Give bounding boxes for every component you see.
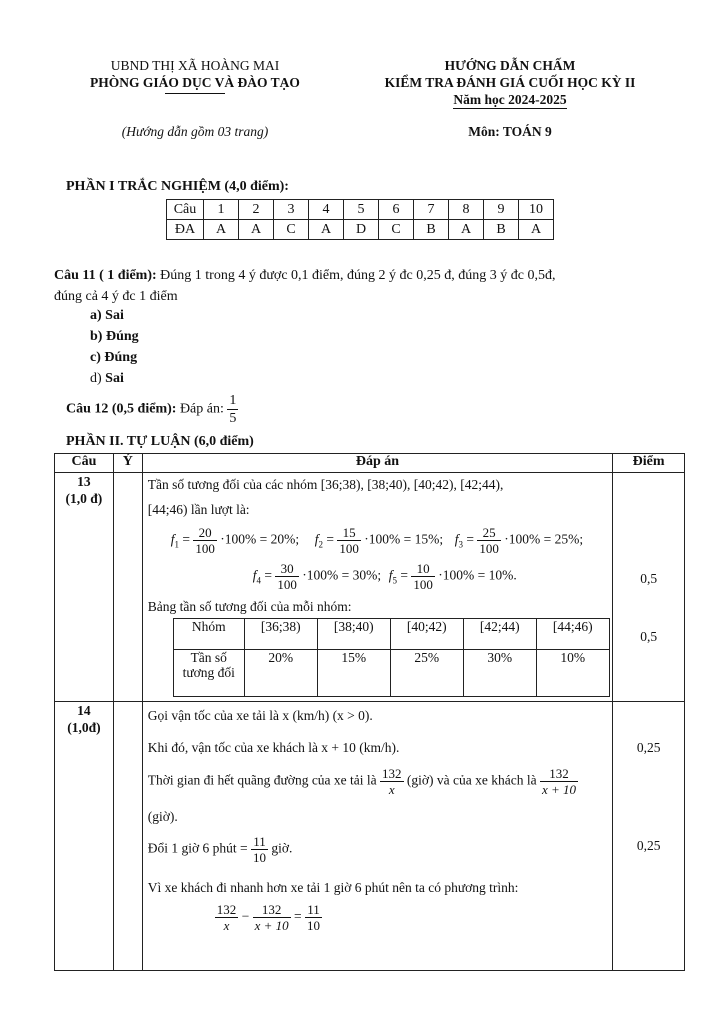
q14-line3b: (giờ) và của xe khách là bbox=[406, 772, 537, 788]
q13-answer bbox=[142, 473, 612, 702]
frac-num: 132 bbox=[382, 766, 402, 781]
frac-num: 30 bbox=[275, 561, 299, 577]
f-name: f bbox=[388, 567, 393, 583]
f-sub: 1 bbox=[174, 539, 180, 550]
a-cell: D bbox=[344, 220, 379, 240]
frac-num: 11 bbox=[251, 834, 268, 850]
answer-table bbox=[166, 199, 554, 240]
q14-line1: Gọi vận tốc của xe tải là x (km/h) (x > 0). bbox=[147, 708, 373, 723]
freq-head-cell: Nhóm bbox=[173, 619, 244, 650]
part1-title: PHẦN I TRẮC NGHIỆM (4,0 điểm): bbox=[66, 179, 289, 194]
freq-head-cell: [42;44) bbox=[463, 619, 536, 650]
frac-den: x bbox=[223, 918, 230, 933]
f-name: f bbox=[314, 531, 319, 547]
eq-equal: = bbox=[294, 908, 302, 924]
q12-text: Đáp án: bbox=[179, 401, 224, 417]
frac-den: 10 bbox=[253, 850, 267, 865]
f-sub: 2 bbox=[318, 539, 324, 550]
q13-pts: (1,0 đ) bbox=[65, 491, 103, 506]
answer-table-row-questions bbox=[167, 200, 554, 220]
f-res: ·100% = 25%; bbox=[504, 531, 584, 547]
eq-minus: − bbox=[241, 908, 250, 924]
frac-den: 10 bbox=[307, 918, 321, 933]
col-diem: Điểm bbox=[613, 454, 685, 473]
q-cell: 4 bbox=[309, 200, 344, 220]
q14-frac1 bbox=[380, 766, 404, 797]
q11-text: Đúng 1 trong 4 ý được 0,1 điểm, đúng 2 ý đc 0,25 đ, đúng 3 ý đc 0,5đ, bbox=[160, 268, 556, 283]
list-item bbox=[90, 347, 139, 368]
q14-line5b: giờ. bbox=[271, 840, 293, 856]
frac-den: 100 bbox=[195, 541, 215, 556]
doc-subtitle: KIỂM TRA ĐÁNH GIÁ CUỐI HỌC KỲ II bbox=[384, 75, 636, 90]
q14-frac2 bbox=[540, 766, 578, 797]
freq-value-cell: 30% bbox=[463, 650, 536, 697]
q12-label: Câu 12 (0,5 điểm): bbox=[66, 401, 177, 417]
freq-value-cell: 15% bbox=[317, 650, 390, 697]
q14-line5 bbox=[148, 834, 293, 865]
table-row-q14 bbox=[55, 702, 685, 971]
header-left bbox=[60, 57, 330, 94]
q13-table-caption: Bảng tần số tương đối của mỗi nhóm: bbox=[147, 599, 352, 614]
list-item bbox=[90, 326, 139, 347]
a-cell: B bbox=[484, 220, 519, 240]
q-cell: 8 bbox=[449, 200, 484, 220]
freq-head-row bbox=[173, 619, 609, 650]
eq-frac-a bbox=[215, 902, 239, 933]
formula-f5: $f_5$ = $\frac{10}{100}$ ·100% = 10%. bbox=[388, 561, 517, 592]
q14-line2: Khi đó, vận tốc của xe khách là x + 10 (km/h). bbox=[147, 740, 400, 755]
col-y: Ý bbox=[113, 454, 142, 473]
frac-num: 1 bbox=[229, 393, 237, 408]
q-cell: 5 bbox=[344, 200, 379, 220]
frac-num: 20 bbox=[193, 525, 217, 541]
q14-y bbox=[113, 702, 142, 971]
a-cell: A bbox=[239, 220, 274, 240]
frac-den: x + 10 bbox=[542, 782, 577, 797]
eq-frac-c bbox=[305, 902, 322, 933]
subject: Môn: TOÁN 9 bbox=[468, 124, 552, 139]
freq-head-cell: [36;38) bbox=[244, 619, 317, 650]
frequency-table bbox=[173, 618, 610, 697]
q14-answer bbox=[142, 702, 612, 971]
f-sub: 3 bbox=[458, 539, 464, 550]
item-value: Đúng bbox=[105, 329, 139, 344]
item-key: d) bbox=[90, 371, 102, 386]
q-cell: 7 bbox=[414, 200, 449, 220]
frac-num: 11 bbox=[305, 902, 322, 918]
q-cell: 1 bbox=[204, 200, 239, 220]
f-name: f bbox=[454, 531, 459, 547]
list-item bbox=[90, 368, 139, 389]
frac-num: 132 bbox=[216, 902, 237, 917]
q14-pts: (1,0đ) bbox=[67, 720, 101, 735]
q14-line4: (giờ). bbox=[147, 809, 178, 824]
frac-num: 132 bbox=[540, 766, 578, 782]
header-left-rule bbox=[165, 93, 225, 94]
q11-list bbox=[90, 305, 139, 389]
freq-head-cell: [44;46) bbox=[536, 619, 609, 650]
q14-number bbox=[55, 702, 114, 971]
essay-table bbox=[54, 453, 685, 971]
f-name: f bbox=[252, 567, 257, 583]
f-frac bbox=[411, 561, 435, 592]
a-cell: B bbox=[414, 220, 449, 240]
q14-equation bbox=[215, 902, 322, 933]
q14-line3 bbox=[148, 766, 578, 797]
school-year bbox=[355, 91, 665, 109]
formula-f1: $f_1$ = $\frac{20}{100}$ ·100% = 20%; bbox=[170, 525, 300, 556]
f-res: ·100% = 10%. bbox=[438, 567, 517, 583]
doc-title: HƯỚNG DẪN CHẤM bbox=[444, 58, 576, 73]
frac-den: 100 bbox=[479, 541, 499, 556]
q12-block bbox=[66, 392, 238, 427]
score: 0,25 bbox=[636, 740, 661, 755]
f-frac bbox=[337, 525, 361, 556]
dept-name bbox=[60, 74, 330, 91]
freq-value-cell: 25% bbox=[390, 650, 463, 697]
eq-frac-b bbox=[253, 902, 291, 933]
q14-frac3 bbox=[251, 834, 268, 865]
freq-label-cell: Tần số tương đối bbox=[173, 650, 244, 697]
f-frac bbox=[275, 561, 299, 592]
q12-fraction bbox=[227, 392, 238, 427]
frac-num: 10 bbox=[411, 561, 435, 577]
a-cell: A bbox=[449, 220, 484, 240]
org-name: UBND THỊ XÃ HOÀNG MAI bbox=[110, 58, 280, 73]
col-dapan: Đáp án bbox=[142, 454, 612, 473]
school-year-text: Năm học 2024-2025 bbox=[453, 92, 567, 107]
q14-no: 14 bbox=[77, 703, 91, 718]
f-name: f bbox=[170, 531, 175, 547]
freq-value-row bbox=[173, 650, 609, 697]
part2-title: PHẦN II. TỰ LUẬN (6,0 điểm) bbox=[66, 434, 254, 449]
q11-text2: đúng cả 4 ý đc 1 điểm bbox=[54, 289, 178, 304]
q-cell: 6 bbox=[379, 200, 414, 220]
essay-table-header bbox=[55, 454, 685, 473]
item-key: a) bbox=[90, 308, 102, 323]
dept-name-text: PHÒNG GIÁO DỤC VÀ ĐÀO TẠO bbox=[90, 75, 300, 90]
freq-value-cell: 10% bbox=[536, 650, 609, 697]
q13-number bbox=[55, 473, 114, 702]
q14-line5a: Đổi 1 giờ 6 phút = bbox=[147, 840, 248, 856]
score: 0,25 bbox=[636, 838, 661, 853]
q14-scores bbox=[613, 702, 685, 971]
answer-table-label: ĐA bbox=[167, 220, 204, 240]
f-sub: 4 bbox=[256, 575, 262, 586]
q13-no: 13 bbox=[77, 474, 91, 489]
answer-table-label: Câu bbox=[167, 200, 204, 220]
q13-line2: [44;46) lần lượt là: bbox=[147, 502, 250, 517]
table-row-q13 bbox=[55, 473, 685, 702]
page-note: (Hướng dẫn gồm 03 trang) bbox=[121, 124, 269, 139]
q14-line6: Vì xe khách đi nhanh hơn xe tải 1 giờ 6 phút nên ta có phương trình: bbox=[147, 880, 519, 895]
score: 0,5 bbox=[640, 571, 658, 586]
q13-scores bbox=[613, 473, 685, 702]
a-cell: A bbox=[204, 220, 239, 240]
score: 0,5 bbox=[640, 629, 658, 644]
item-key: c) bbox=[90, 350, 101, 365]
q11-label: Câu 11 ( 1 điểm): bbox=[54, 268, 157, 283]
frac-num: 25 bbox=[477, 525, 501, 541]
q13-line1: Tần số tương đối của các nhóm [36;38), [38;40), [40;42), [42;44), bbox=[147, 477, 504, 492]
frac-den: 100 bbox=[339, 541, 359, 556]
col-cau: Câu bbox=[55, 454, 114, 473]
frac-den: 100 bbox=[277, 577, 297, 592]
q-cell: 3 bbox=[274, 200, 309, 220]
freq-head-cell: [40;42) bbox=[390, 619, 463, 650]
freq-value-cell: 20% bbox=[244, 650, 317, 697]
frac-den: 5 bbox=[229, 411, 237, 426]
q11-block bbox=[54, 265, 674, 307]
freq-head-cell: [38;40) bbox=[317, 619, 390, 650]
formula-f4: $f_4$ = $\frac{30}{100}$ ·100% = 30%; bbox=[252, 561, 382, 592]
frac-den: 100 bbox=[413, 577, 433, 592]
item-key: b) bbox=[90, 329, 103, 344]
f-frac bbox=[477, 525, 501, 556]
a-cell: C bbox=[274, 220, 309, 240]
q-cell: 2 bbox=[239, 200, 274, 220]
item-value: Sai bbox=[105, 308, 124, 323]
q-cell: 9 bbox=[484, 200, 519, 220]
answer-table-row-answers bbox=[167, 220, 554, 240]
formula-f2: $f_2$ = $\frac{15}{100}$ ·100% = 15%; bbox=[314, 525, 444, 556]
q13-y bbox=[113, 473, 142, 702]
f-res: ·100% = 30%; bbox=[302, 567, 382, 583]
item-value: Đúng bbox=[104, 350, 138, 365]
a-cell: A bbox=[519, 220, 554, 240]
f-res: ·100% = 20%; bbox=[220, 531, 300, 547]
f-sub: 5 bbox=[392, 575, 398, 586]
frac-num: 132 bbox=[253, 902, 291, 918]
f-frac bbox=[193, 525, 217, 556]
list-item bbox=[90, 305, 139, 326]
frac-den: x + 10 bbox=[254, 918, 289, 933]
formula-f3: $f_3$ = $\frac{25}{100}$ ·100% = 25%; bbox=[454, 525, 584, 556]
q14-line3a: Thời gian đi hết quãng đường của xe tải là bbox=[147, 772, 377, 788]
header-right bbox=[355, 57, 665, 109]
f-res: ·100% = 15%; bbox=[364, 531, 444, 547]
item-value: Sai bbox=[105, 371, 124, 386]
frac-num: 15 bbox=[337, 525, 361, 541]
a-cell: A bbox=[309, 220, 344, 240]
q-cell: 10 bbox=[519, 200, 554, 220]
a-cell: C bbox=[379, 220, 414, 240]
frac-den: x bbox=[388, 782, 395, 797]
